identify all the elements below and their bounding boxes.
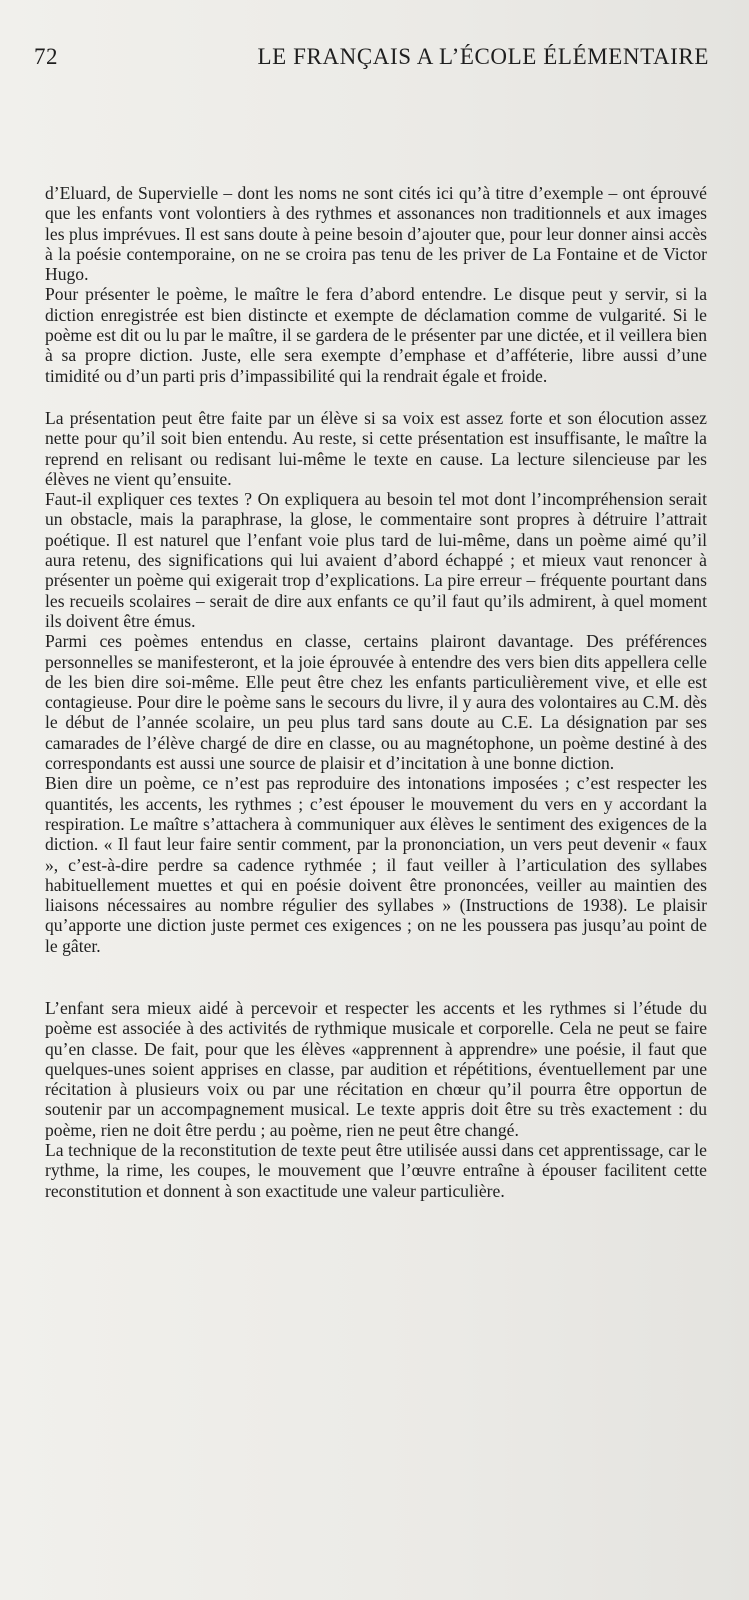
paragraph-2: Pour présenter le poème, le maître le fera d’abord entendre. Le disque peut y servir, si la diction enregistrée est bien distincte et exempte de déclamation comme de vulgarité. Si le poème est dit ou lu par le maître, il se gardera de le présenter par une dictée, et il veillera bien à sa propre diction. Juste, elle sera exempte d’emphase et d’afféterie, libre aussi d’une timidité ou d’un parti pris d’impassibilité qui la rendrait égale et froide. — [45, 284, 707, 386]
paragraph-7: L’enfant sera mieux aidé à percevoir et respecter les accents et les rythmes si l’étude du poème est associée à des activités de rythmique musicale et corporelle. Cela ne peut se faire qu’en classe. De fait, pour que les élèves «apprennent à apprendre» une poésie, il faut que quelques-unes soient apprises en classe, par audition et répétitions, éventuellement par une récitation à plusieurs voix ou par une récitation en chœur qu’il pourra être opportun de soutenir par un accompagnement musical. Le texte appris doit être su très exactement : du poème, rien ne doit être perdu ; au poème, rien ne peut être changé. — [45, 997, 707, 1140]
running-title: LE FRANÇAIS A L’ÉCOLE ÉLÉMENTAIRE — [257, 44, 709, 69]
paragraph-8: La technique de la reconstitution de texte peut être utilisée aussi dans cet apprentissage, car le rythme, la rime, les coupes, le mouvement que l’œuvre entraîne à épouser facilitent cette reconstitution et donnent à son exactitude une valeur particulière. — [45, 1140, 707, 1201]
paragraph-6: Bien dire un poème, ce n’est pas reproduire des intonations imposées ; c’est respecter les quantités, les accents, les rythmes ; c’est épouser le mouvement du vers en y accordant la respiration. Le maître s’attachera à communiquer aux élèves le sentiment des exigences de la diction. « Il faut leur faire sentir comment, par la prononciation, un vers peut devenir « faux », c’est-à-dire perdre sa cadence rythmée ; il faut veiller à l’articulation des syllabes habituellement muettes et qui en poésie doivent être prononcées, veiller au maintien des liaisons nécessaires au nombre régulier des syllabes » (Instructions de 1938). Le plaisir qu’apporte une diction juste permet ces exigences ; on ne les poussera pas jusqu’au point de le gâter. — [45, 773, 707, 956]
section-spacer — [45, 956, 707, 998]
page-number: 72 — [34, 44, 58, 69]
paragraph-3: La présentation peut être faite par un élève si sa voix est assez forte et son élocution assez nette pour qu’il soit bien entendu. Au reste, si cette présentation est insuffisante, le maître la reprend en relisant ou redisant lui-même le texte en cause. La lecture silencieuse par les élèves ne vient qu’ensuite. — [45, 407, 707, 489]
paragraph-4: Faut-il expliquer ces textes ? On expliquera au besoin tel mot dont l’incompréhension serait un obstacle, mais la paraphrase, la glose, le commentaire sont propres à détruire l’attrait poétique. Il est naturel que l’enfant voie plus tard de lui-même, dans un poème aimé qu’il aura retenu, des significations qui lui avaient d’abord échappé ; et mieux vaut renoncer à présenter un poème qui exigerait trop d’explications. La pire erreur – fréquente pourtant dans les recueils scolaires – serait de dire aux enfants ce qu’il faut qu’ils admirent, à quel moment ils doivent être émus. — [45, 489, 707, 631]
paragraph-5: Parmi ces poèmes entendus en classe, certains plairont davantage. Des préférences personnelles se manifesteront, et la joie éprouvée à entendre des vers bien dits appellera celle de les bien dire soi-même. Elle peut être chez les enfants particulièrement vive, et elle est contagieuse. Pour dire le poème sans le secours du livre, il y aura des volontaires au C.M. dès le début de l’année scolaire, un peu plus tard sans doute au C.E. La désignation par ses camarades de l’élève chargé de dire en classe, ou au magnétophone, un poème destiné à des correspondants est aussi une source de plaisir et d’incitation à une bonne diction. — [45, 631, 707, 774]
page-header — [34, 44, 709, 76]
paragraph-spacer — [45, 386, 707, 408]
paragraph-1: d’Eluard, de Supervielle – dont les noms ne sont cités ici qu’à titre d’exemple – ont éprouvé que les enfants vont volontiers à des rythmes et assonances non traditionnels et aux images les plus imprévues. Il est sans doute à peine besoin d’ajouter que, pour leur donner ainsi accès à la poésie contemporaine, on ne se croira pas tenu de les priver de La Fontaine et de Victor Hugo. — [45, 183, 707, 285]
body-text — [45, 183, 707, 1201]
